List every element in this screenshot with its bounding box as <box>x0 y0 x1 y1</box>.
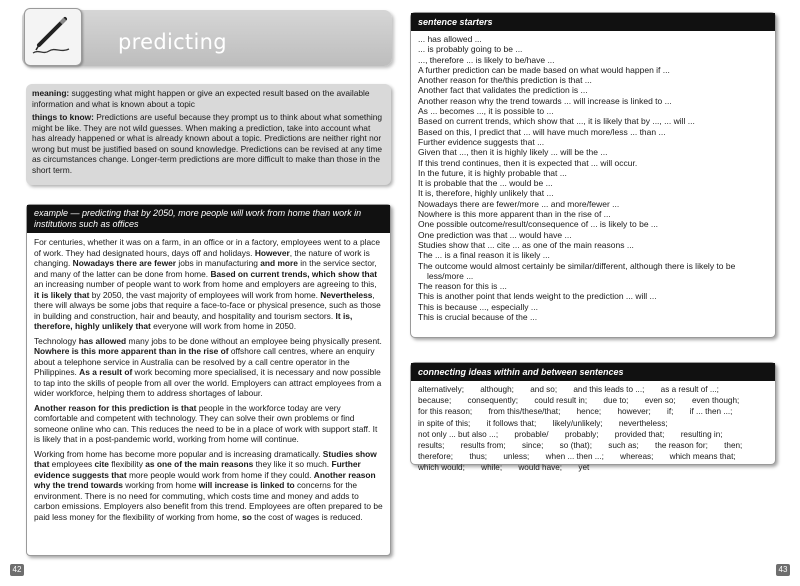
body-text: For centuries, whether it was on a farm, in an office or in a factory, employees went to a place of work. They had designated hours, days off and holidays. <box>34 237 381 258</box>
things-to-know-paragraph <box>32 112 385 175</box>
connecting-ideas-panel <box>410 362 776 473</box>
highlighted-phrase: It is, therefore, highly unlikely that <box>34 310 353 331</box>
things-to-know-label: things to know: <box>32 112 94 122</box>
sentence-starter-item: Another reason for the/this prediction is that ... <box>418 75 592 86</box>
meaning-label: meaning: <box>32 88 70 98</box>
connecting-word: even though; <box>691 396 740 406</box>
sentence-starter-item: It is, therefore, highly unlikely that ... <box>418 188 554 199</box>
sentence-starter-item: One prediction was that ... would have ... <box>418 229 572 240</box>
connecting-word: so (that); <box>559 441 592 451</box>
sentence-starter-item: Based on current trends, which show that ..., it is likely that by ..., ... will ... <box>418 116 695 127</box>
body-text: more people would work from home if they could. <box>126 469 314 480</box>
body-text: , the nature of work is changing. <box>34 247 370 268</box>
body-text: an increasing number of people want to work from home and employers are agreeing to this, <box>34 279 377 289</box>
connecting-word: from this/these/that; <box>488 407 561 417</box>
connecting-word: such as; <box>608 441 639 451</box>
connecting-word: resulting in; <box>680 429 723 439</box>
connecting-word: and so; <box>530 385 558 394</box>
connecting-word: yet <box>578 463 590 473</box>
body-text: many jobs to be done without an employee being physically present. <box>126 335 382 346</box>
sentence-starters-list <box>411 31 775 325</box>
example-paragraph <box>34 237 383 332</box>
sentence-starter-item: This is because ..., especially ... <box>418 301 538 312</box>
connecting-word: alternatively; <box>418 385 464 394</box>
connecting-word: unless; <box>503 452 530 462</box>
connecting-ideas-heading: connecting ideas within and between sentences <box>411 363 775 381</box>
highlighted-phrase: and more <box>260 258 298 268</box>
sentence-starter-item: The ... is a final reason it is likely ... <box>418 250 550 261</box>
connecting-word: while; <box>481 463 503 473</box>
connecting-word: even so; <box>644 396 676 406</box>
meaning-text: suggesting what might happen or give an expected result based on the available information and what is known about a topic <box>32 88 370 109</box>
highlighted-phrase: cite <box>94 459 109 469</box>
connecting-word: therefore; <box>418 452 454 462</box>
pen-writing-icon <box>24 8 82 66</box>
connecting-word: thus; <box>469 452 488 462</box>
connecting-word: as a result of ...; <box>660 385 719 394</box>
sentence-starter-item: The reason for this is ... <box>418 281 507 292</box>
body-text: offshore call centres, where an enquiry about a telephone service in Australia can be resolved by a call centre operator in the Philippines. <box>34 346 375 377</box>
connecting-word: results; <box>418 441 445 451</box>
highlighted-phrase: will increase is linked to <box>198 480 295 490</box>
sentence-starter-item: A further prediction can be made based on what would happen if ... <box>418 64 670 75</box>
connecting-word: which means that; <box>669 452 736 462</box>
page-title: predicting <box>118 30 227 54</box>
body-text: the cost of wages is reduced. <box>251 511 363 522</box>
sentence-starter-item: Further evidence suggests that ... <box>418 136 545 147</box>
example-paragraph <box>34 336 383 399</box>
things-to-know-text: Predictions are useful because they prompt us to think about what something might be like. They are not wild guesses. When making a prediction, take into account what has already happened or what is already known about a topic. Predictions are neither right nor wrong but must be justified based on sound knowledge. Predictions can be revised at any time as circumstances change. Longer-term predictions are more difficult to make than those in the short term. <box>32 112 383 175</box>
connecting-word: provided that; <box>614 429 665 439</box>
body-text: employees <box>49 459 95 469</box>
page-number-right: 43 <box>776 564 790 576</box>
body-text: work becoming more specialised, it is necessary and now possible to tap into the skills of people from all over the world. Employers can attract employees from a wider workforce, helping them to address shortages of labour. <box>34 367 382 398</box>
sentence-starter-item: Another fact that validates the prediction is ... <box>418 85 588 96</box>
sentence-starter-item: Nowadays there are fewer/more ... and more/fewer ... <box>418 198 620 209</box>
body-text: Technology <box>34 335 79 346</box>
body-text: concerns for the environment. There is no need for commuting, which costs time and money and adds to carbon emissions. Employers also benefit from this trend. Employees are often prepared to be paid less money for the flexibility of working from home, <box>34 480 383 522</box>
connecting-word: could result in; <box>534 396 588 406</box>
sentence-starter-item: The outcome would almost certainly be similar/different, although there is likely to be less/more ... <box>418 260 736 281</box>
connecting-word: in spite of this; <box>418 418 471 428</box>
sentence-starter-item: If this trend continues, then it is expected that ... will occur. <box>418 157 638 168</box>
body-text: in the service sector, and many of the latter can be done from home. <box>34 258 377 279</box>
highlighted-phrase: has allowed <box>78 335 127 346</box>
connecting-word: hence; <box>576 407 602 417</box>
sentence-starter-item: As ... becomes ..., it is possible to ... <box>418 106 554 117</box>
connecting-word: if; <box>667 407 674 417</box>
sentence-starter-item: Another reason why the trend towards ... will increase is linked to ... <box>418 95 672 106</box>
connecting-word: nevertheless; <box>618 418 668 428</box>
connecting-word: it follows that; <box>486 418 537 428</box>
body-text: people in the workforce today are very comfortable and competent with technology. They can solve their own problems or find someone online who can. This reduces the need to be in a place of work with support staff. It is likely that in a post-pandemic world, working from home will continue. <box>34 402 378 444</box>
sentence-starter-item: ..., therefore ... is likely to be/have ... <box>418 54 555 65</box>
connecting-word: the reason for; <box>655 441 708 451</box>
highlighted-phrase: Nowhere is this more apparent than in the rise of <box>34 346 229 356</box>
sentence-starter-item: Studies show that ... cite ... as one of the main reasons ... <box>418 239 634 250</box>
body-text: by 2050, the vast majority of employees will work from home. <box>89 289 321 300</box>
sentence-starter-item: One possible outcome/result/consequence of ... is likely to be ... <box>418 219 659 230</box>
body-text: , there will always be some jobs that require a face-to-face or physical presence, such as those in building and construction, hair and beauty, and hospitality and tourism sectors. <box>34 289 381 321</box>
connecting-word: probable/ <box>514 429 549 439</box>
connecting-word: because; <box>418 396 452 406</box>
connecting-word: likely/unlikely; <box>552 418 603 428</box>
sentence-starters-panel <box>410 12 776 338</box>
connecting-word: since; <box>522 441 544 451</box>
highlighted-phrase: it is likely that <box>34 289 90 300</box>
connecting-word: consequently; <box>467 396 519 406</box>
sentence-starter-item: Given that ..., then it is highly likely ... will be the ... <box>418 147 608 158</box>
connecting-words-list <box>411 381 775 477</box>
highlighted-phrase: As a result of <box>79 367 133 377</box>
body-text: everyone will work from home in 2050. <box>150 321 297 331</box>
sentence-starter-item: ... has allowed ... <box>418 34 482 44</box>
body-text: jobs in manufacturing <box>176 258 261 268</box>
connecting-word: and this leads to ...; <box>573 385 645 394</box>
highlighted-phrase: Another reason why the trend towards <box>34 469 376 490</box>
connecting-word: probably; <box>564 429 599 439</box>
example-heading: example — predicting that by 2050, more people will work from home than work in institutions such as offices <box>27 205 390 233</box>
page-number-left: 42 <box>10 564 24 576</box>
highlighted-phrase: as one of the main reasons <box>145 459 254 469</box>
highlighted-phrase: Nevertheless <box>320 289 373 300</box>
connecting-word: which would; <box>418 463 465 473</box>
connecting-word: whereas; <box>620 452 654 462</box>
highlighted-phrase: Nowadays there are fewer <box>72 258 176 268</box>
highlighted-phrase: Further evidence suggests that <box>34 459 361 480</box>
highlighted-phrase: Another reason for this prediction is that <box>34 402 197 413</box>
connecting-word: when ... then ...; <box>545 452 604 462</box>
example-body <box>27 233 390 530</box>
highlighted-phrase: Based on current trends, which show that <box>210 268 378 279</box>
highlighted-phrase: However <box>254 247 290 258</box>
connecting-word: however; <box>617 407 651 417</box>
body-text: they like it so much. <box>253 459 332 469</box>
body-text: flexibility <box>108 459 146 469</box>
sentence-starter-item: It is probable that the ... would be ... <box>418 178 553 189</box>
sentence-starter-item: In the future, it is highly probable that ... <box>418 167 567 178</box>
body-text: working from home <box>122 480 199 490</box>
sentence-starter-item: This is crucial because of the ... <box>418 312 538 323</box>
connecting-word: although; <box>480 385 514 394</box>
meaning-paragraph <box>32 88 385 109</box>
example-panel <box>26 204 391 556</box>
highlighted-phrase: so <box>242 511 252 522</box>
example-paragraph <box>34 449 383 523</box>
connecting-word: would have; <box>518 463 563 473</box>
body-text: Working from home has become more popular and is increasing dramatically. <box>34 448 323 459</box>
sentence-starter-item: ... is probably going to be ... <box>418 44 523 55</box>
connecting-word: for this reason; <box>418 407 473 417</box>
sentence-starter-item: Nowhere is this more apparent than in the rise of ... <box>418 209 611 220</box>
connecting-word: results from; <box>460 441 506 451</box>
connecting-word: if ... then ...; <box>689 407 733 417</box>
sentence-starter-item: Based on this, I predict that ... will have much more/less ... than ... <box>418 126 666 137</box>
connecting-word: not only ... but also ...; <box>418 429 499 439</box>
sentence-starters-heading: sentence starters <box>411 13 775 31</box>
definition-box <box>26 84 391 185</box>
highlighted-phrase: Studies show that <box>34 448 377 469</box>
sentence-starter-item: This is another point that lends weight to the prediction ... will ... <box>418 291 657 302</box>
connecting-word: then; <box>724 441 743 451</box>
example-paragraph <box>34 403 383 445</box>
connecting-word: due to; <box>603 396 629 406</box>
